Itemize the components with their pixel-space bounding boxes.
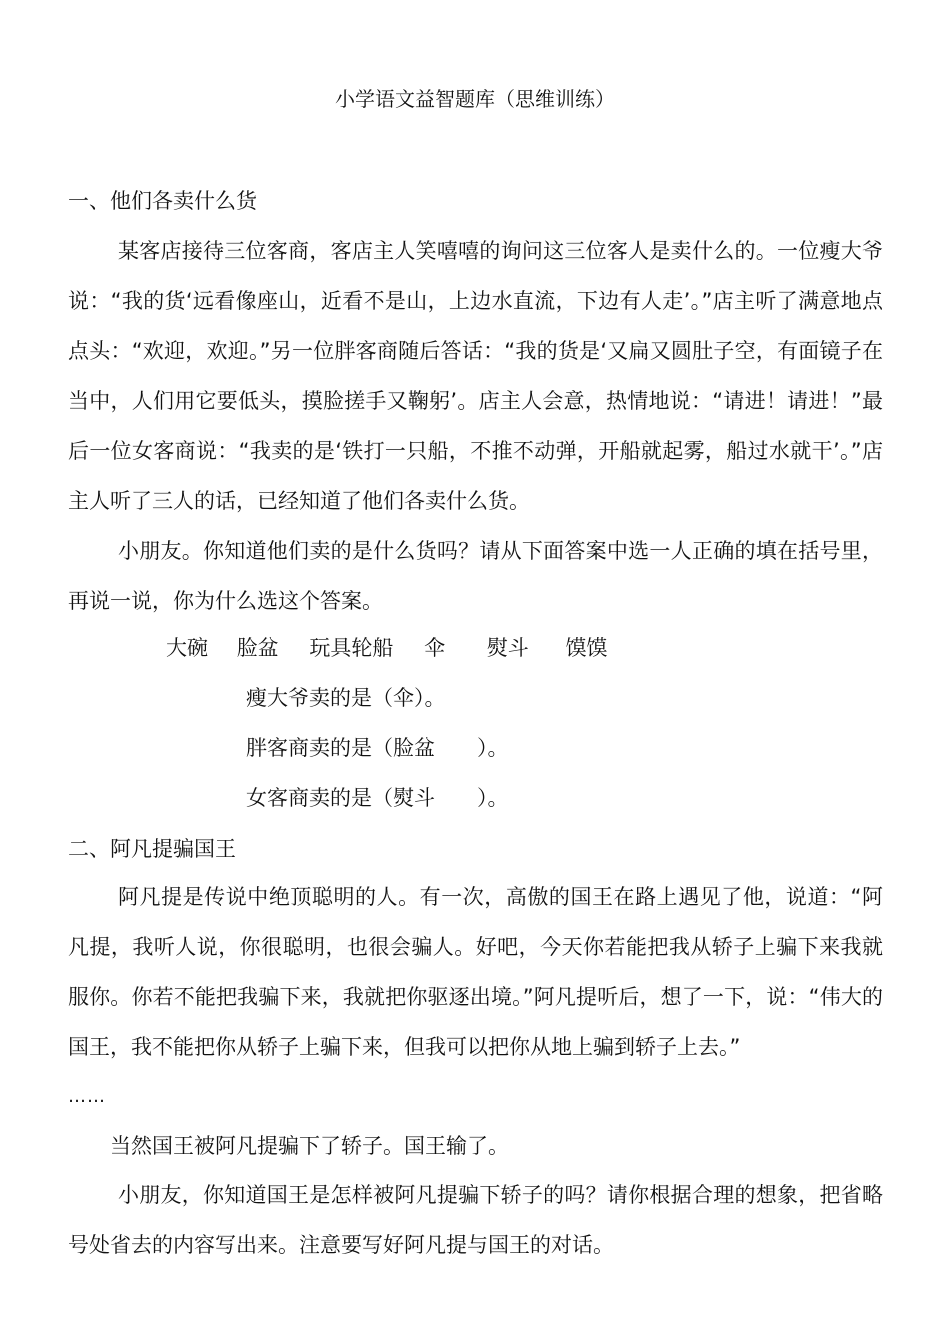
- section-1-story: 某客店接待三位客商，客店主人笑嘻嘻的询问这三位客人是卖什么的。一位瘦大爷说：“我的货‘远看像座山，近看不是山，上边水直流，下边有人走’。”店主听了满意地点点头：“欢迎，欢迎。”另一位胖客商随后答话：“我的货是‘又扁又圆肚子空，有面镜子在当中，人们用它要低头，摸脸搓手又鞠躬’。店主人会意，热情地说：“请进！请进！”最后一位女客商说：“我卖的是‘铁打一只船，不推不动弹，开船就起雾，船过水就干’。”店主人听了三人的话，已经知道了他们各卖什么货。: [68, 239, 883, 513]
- section-2-story: 阿凡提是传说中绝顶聪明的人。有一次，高傲的国王在路上遇见了他，说道：“阿凡提，我听人说，你很聪明，也很会骗人。好吧，今天你若能把我从轿子上骗下来我就服你。你若不能把我骗下来，我就把你驱逐出境。”阿凡提听后，想了一下，说：“伟大的国王，我不能把你从轿子上骗下来，但我可以把你从地上骗到轿子上去。”: [68, 885, 883, 1059]
- section-2-heading: 二、阿凡提骗国王: [68, 837, 236, 861]
- section-2-question: 小朋友，你知道国王是怎样被阿凡提骗下轿子的吗？请你根据合理的想象，把省略号处省去的内容写出来。注意要写好阿凡提与国王的对话。: [68, 1183, 883, 1257]
- option-item: 伞: [424, 636, 446, 660]
- answer-line-3: 女客商卖的是（熨斗 ）。: [246, 786, 509, 810]
- option-item: 玩具轮船: [309, 636, 394, 660]
- ellipsis-mark: ……: [68, 1086, 106, 1107]
- option-item: 熨斗: [486, 636, 529, 660]
- option-item: 脸盆: [236, 636, 279, 660]
- section-1-heading: 一、他们各卖什么货: [68, 189, 257, 213]
- answer-line-2: 胖客商卖的是（脸盆 ）。: [246, 736, 509, 760]
- page-title: 小学语文益智题库（思维训练）: [335, 87, 615, 111]
- option-item: 大碗: [166, 636, 208, 660]
- answer-options: [166, 632, 607, 664]
- section-2-outcome: 当然国王被阿凡提骗下了轿子。国王输了。: [110, 1134, 509, 1158]
- answer-line-1: 瘦大爷卖的是（伞）。: [246, 686, 446, 710]
- section-1-question: 小朋友。你知道他们卖的是什么货吗？请从下面答案中选一人正确的填在括号里，再说一说，你为什么选这个答案。: [68, 539, 883, 613]
- option-item: 馍馍: [565, 636, 608, 660]
